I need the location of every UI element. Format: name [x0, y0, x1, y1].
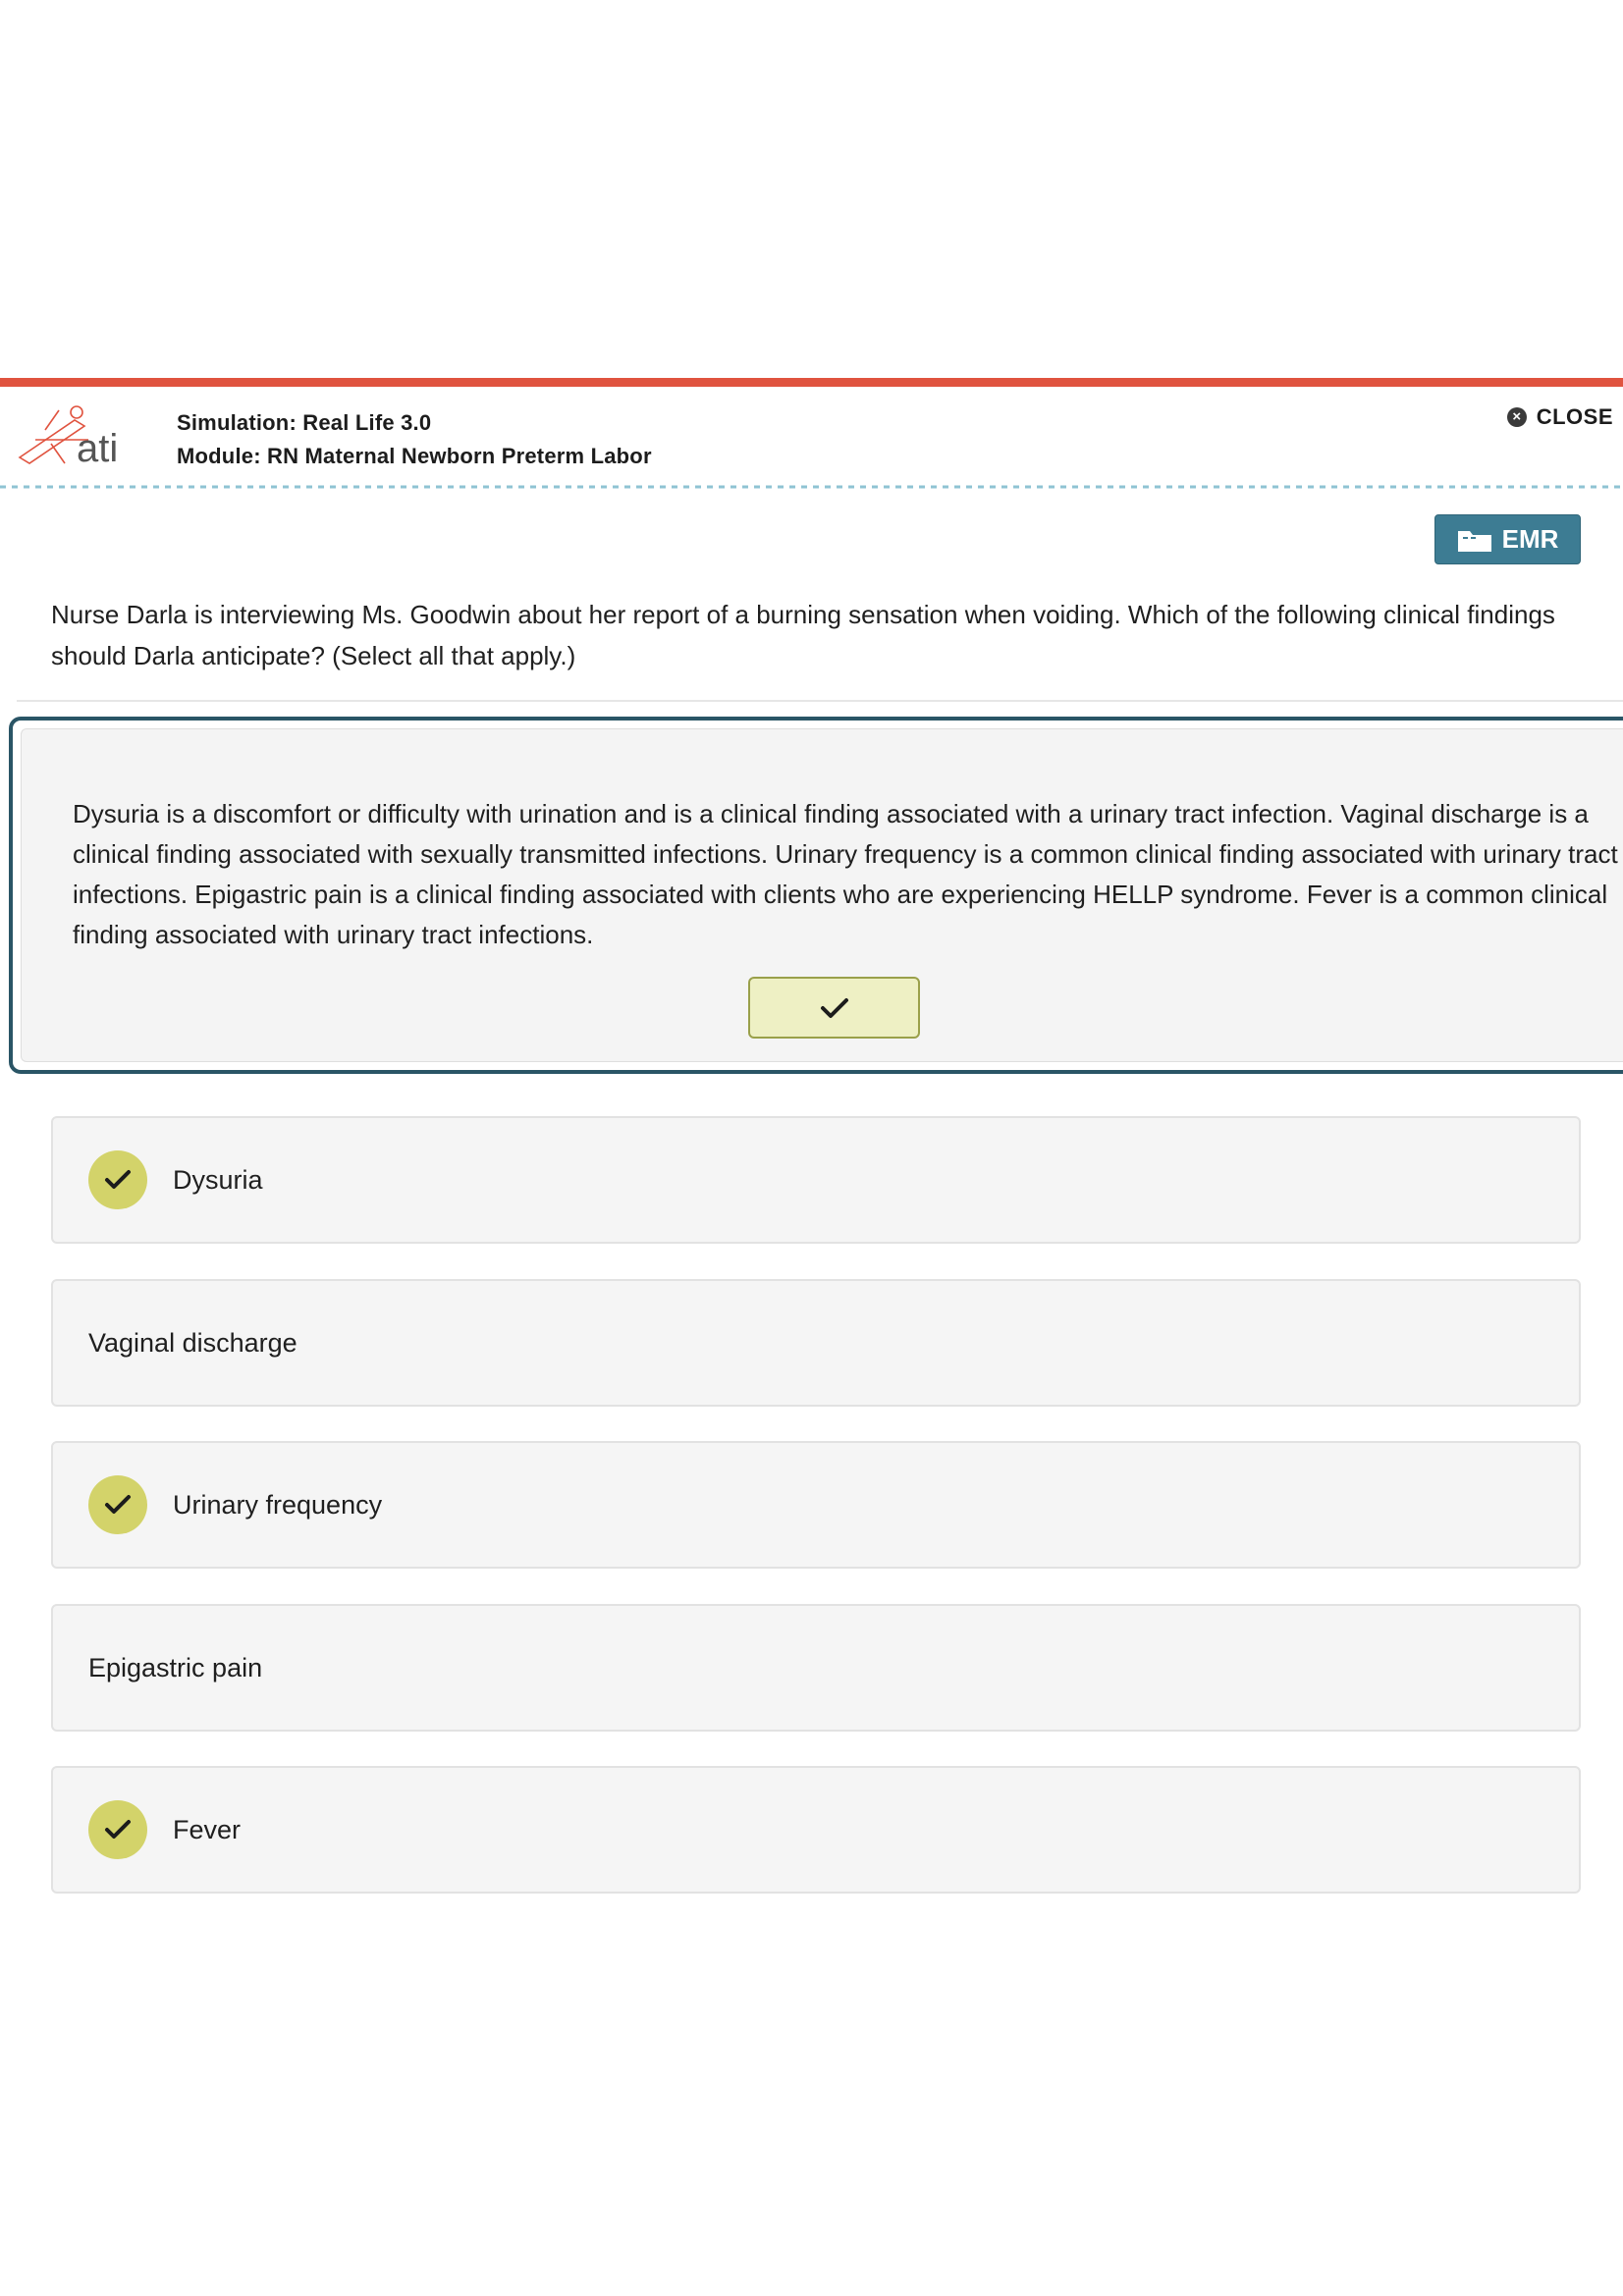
option-vaginal-discharge[interactable]: [51, 1279, 1581, 1407]
accent-bar: [0, 378, 1623, 387]
emr-button[interactable]: [1434, 514, 1581, 564]
option-epigastric-pain[interactable]: [51, 1604, 1581, 1732]
feedback-panel: [9, 717, 1623, 1074]
option-label: Vaginal discharge: [88, 1327, 298, 1358]
option-urinary-frequency[interactable]: [51, 1441, 1581, 1569]
checkmark-icon: [820, 996, 849, 1020]
option-dysuria[interactable]: [51, 1116, 1581, 1244]
confirm-button[interactable]: [748, 977, 920, 1039]
module-title: Module: RN Maternal Newborn Preterm Labor: [177, 444, 652, 468]
simulation-title: Simulation: Real Life 3.0: [177, 410, 432, 435]
option-label: Urinary frequency: [173, 1489, 383, 1520]
question-divider: [17, 700, 1623, 702]
option-label: Epigastric pain: [88, 1652, 263, 1682]
option-fever[interactable]: [51, 1766, 1581, 1894]
option-label: Fever: [173, 1814, 242, 1844]
header-divider: [0, 482, 1623, 492]
close-button[interactable]: [1507, 404, 1613, 430]
simulation-titles: [177, 406, 652, 473]
selected-check-icon: [88, 1475, 147, 1534]
question-text: Nurse Darla is interviewing Ms. Goodwin about her report of a burning sensation when voiding. Which of the following clinical findings should Darla anticipate? (Select all that apply.): [51, 600, 1555, 670]
header: [0, 387, 1623, 485]
logo-text: ati: [77, 427, 119, 469]
ati-logo: [16, 400, 143, 469]
folder-icon: [1457, 527, 1492, 553]
feedback-text: Dysuria is a discomfort or difficulty with urination and is a clinical finding associated with a urinary tract infection. Vaginal discharge is a clinical finding associated with sexually transmitted infections. Urinary frequency is a common clinical finding associated with urinary tract infections. Epigastric pain is a clinical finding associated with clients who are experiencing HELLP syndrome. Fever is a common clinical finding associated with urinary tract infections.: [73, 799, 1618, 949]
close-label: CLOSE: [1536, 404, 1613, 429]
option-label: Dysuria: [173, 1164, 263, 1195]
emr-label: EMR: [1501, 524, 1559, 554]
selected-check-icon: [88, 1150, 147, 1209]
feedback-inner: [21, 728, 1623, 1062]
selected-check-icon: [88, 1800, 147, 1859]
close-icon: ×: [1507, 407, 1527, 427]
